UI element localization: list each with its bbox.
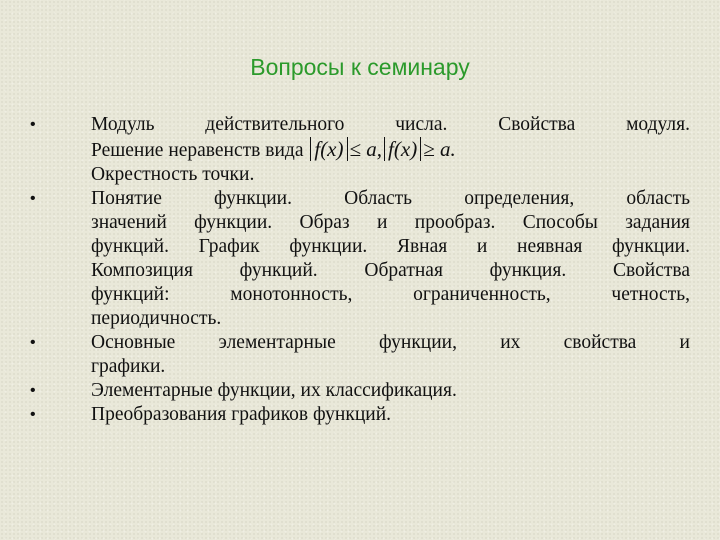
item-line: функций. График функции. Явная и неявная функции. <box>91 236 690 257</box>
abs-expression: f(x) <box>310 137 347 161</box>
item-line: функций: монотонность, ограниченность, четность, <box>91 284 690 305</box>
list-item <box>30 331 690 379</box>
item-line: Окрестность точки. <box>91 164 255 185</box>
formula-relation: ≤ a <box>349 137 377 161</box>
list-item <box>30 379 690 403</box>
abs-expression: f(x) <box>384 137 421 161</box>
list-item <box>30 187 690 331</box>
item-line: • Модуль действительного числа. Свойства модуля. <box>91 114 690 135</box>
item-line: периодичность. <box>91 308 222 329</box>
list-item <box>30 113 690 187</box>
item-line: • Основные элементарные функции, их свойства и <box>91 332 690 353</box>
inequality-formula <box>308 137 455 161</box>
item-line: графики. <box>91 356 166 377</box>
slide-title: Вопросы к семинару <box>250 54 470 80</box>
item-line: • Понятие функции. Область определения, область <box>91 188 690 209</box>
item-line: значений функции. Образ и прообраз. Способы задания <box>91 212 690 233</box>
item-line <box>91 137 690 163</box>
formula-relation: ≥ a <box>423 137 451 161</box>
item-line: • Элементарные функции, их классификация. <box>91 380 457 401</box>
item-text: Решение неравенств вида <box>91 140 304 161</box>
item-line: Композиция функций. Обратная функция. Свойства <box>91 260 690 281</box>
question-list <box>30 113 690 427</box>
list-item <box>30 403 690 427</box>
formula-separator: , <box>376 137 383 161</box>
item-line: • Преобразования графиков функций. <box>91 404 392 425</box>
formula-end: . <box>450 137 456 161</box>
